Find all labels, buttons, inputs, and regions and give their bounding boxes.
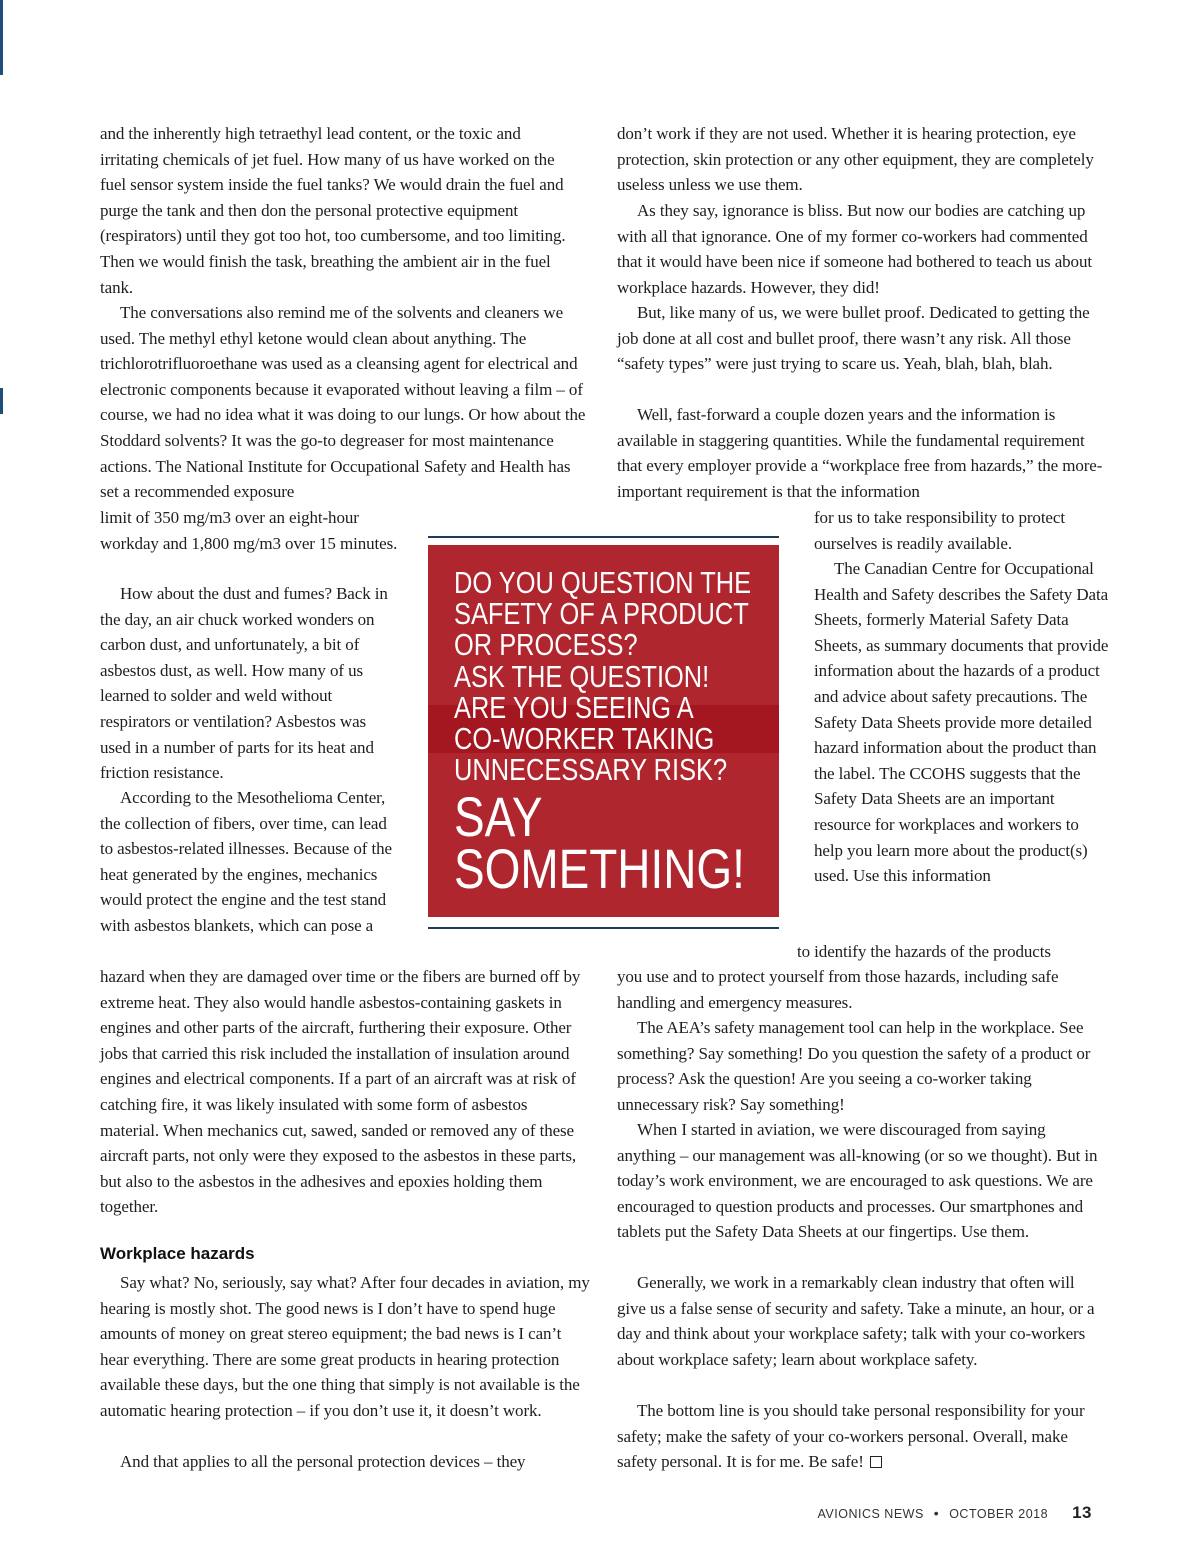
issue-date: OCTOBER 2018 [949,1507,1049,1521]
body-paragraph: When I started in aviation, we were discouraged from saying anything – our management was all-knowing (or so we thought). But in today’s work environment, we are encouraged to ask questions. We are encouraged to question products and processes. Our smartphones and tablets put the Safety Data Sheets at our fingertips. Use them. [617,1120,1098,1242]
callout-bottom-rule [428,927,779,929]
page-footer [818,1503,1092,1523]
callout-line: OR PROCESS? [454,627,638,663]
callout-line: ASK THE QUESTION! [454,658,710,694]
body-paragraph: to identify the hazards of the products [797,942,1051,961]
body-paragraph: How about the dust and fumes? Back in the day, an air chuck worked wonders on carbon dust, and unfortunately, a bit of asbestos dust, as well. How many of us learned to solder and weld without respirators or ventilation? Asbestos was used in a number of parts for its heat and friction resistance. [100,584,388,783]
end-square-icon [870,1456,882,1468]
body-paragraph: Well, fast-forward a couple dozen years and the information is available in staggering quantities. While the fundamental requirement that every employer provide a “workplace free from hazards,” the more-important requirement is that the information [617,405,1103,501]
page-number: 13 [1072,1503,1092,1522]
body-paragraph: Generally, we work in a remarkably clean industry that often will give us a false sense of security and safety. Take a minute, an hour, or a day and think about your workplace safety; talk with your co-workers about workplace safety; learn about workplace safety. [617,1273,1095,1369]
callout-line: DO YOU QUESTION THE [454,565,752,600]
edge-bar-top [0,0,3,75]
edge-bar-mid [0,388,3,414]
body-paragraph: hazard when they are damaged over time or the fibers are burned off by extreme heat. They also would handle asbestos-containing gaskets in engines and other parts of the aircraft, furthering their exposure. Other jobs that carried this risk included the installation of insulation around engines and electrical components. If a part of an aircraft was at risk of catching fire, it was likely insulated with some form of asbestos material. When mechanics cut, sawed, sanded or removed any of these aircraft parts, not only were they exposed to the asbestos in these parts, but also to the asbestos in the adhesives and epoxies holding them together. [100,967,581,1217]
callout-line: ARE YOU SEEING A [454,689,694,725]
body-paragraph: don’t work if they are not used. Whether it is hearing protection, eye protection, skin protection or any other equipment, they are completely useless unless we use them. [617,124,1094,195]
body-paragraph: Say what? No, seriously, say what? After four decades in aviation, my hearing is mostly shot. The good news is I don’t have to spend huge amounts of money on great stereo equipment; the bad news is I can’t hear everything. There are some great products in hearing protection available these days, but the one thing that simply is not available is the automatic hearing protection – if you don’t use it, it doesn’t work. [100,1273,590,1420]
callout-top-rule [428,536,779,538]
closing-paragraph [617,1398,1107,1475]
callout-big-line: SOMETHING! [454,837,745,901]
callout-line: CO-WORKER TAKING [454,721,715,757]
body-paragraph: The Canadian Centre for Occupational Health and Safety describes the Safety Data Sheets, formerly Material Safety Data Sheets, as summary documents that provide information about the hazards of a product and advice about safety precautions. The Safety Data Sheets provide more detailed hazard information about the product than the label. The CCOHS suggests that the Safety Data Sheets are an important resource for workplaces and workers to help you learn more about the product(s) used. Use this information [814,559,1109,886]
callout-big-line: SAY [454,785,543,849]
body-paragraph: The conversations also remind me of the solvents and cleaners we used. The methyl ethyl ketone would clean about anything. The trichlorotrifluoroethane was used as a cleansing agent for electrical and electronic components because it evaporated without leaving a film – of course, we had no idea what it was doing to our lungs. Or how about the Stoddard solvents? It was the go-to degreaser for most maintenance actions. The National Institute for Occupational Safety and Health has set a recommended exposure [100,303,586,502]
body-paragraph: According to the Mesothelioma Center, the collection of fibers, over time, can lead to asbestos-related illnesses. Because of the heat generated by the engines, mechanics would protect the engine and the test stand with asbestos blankets, which can pose a [100,788,392,935]
body-paragraph: And that applies to all the personal protection devices – they [120,1452,526,1471]
body-paragraph: The AEA’s safety management tool can help in the workplace. See something? Say something! Do you question the safety of a product or process? Ask the question! Are you seeing a co-worker taking unnecessary risk? Say something! [617,1018,1091,1114]
callout-text [454,565,752,901]
body-paragraph: As they say, ignorance is bliss. But now our bodies are catching up with all that ignorance. One of my former co-workers had commented that it would have been nice if someone had bothered to teach us about workplace hazards. However, they did! [617,201,1092,297]
body-paragraph: you use and to protect yourself from those hazards, including safe handling and emergency measures. [617,967,1059,1012]
body-paragraph: limit of 350 mg/m3 over an eight-hour workday and 1,800 mg/m3 over 15 minutes. [100,508,398,553]
body-paragraph: and the inherently high tetraethyl lead content, or the toxic and irritating chemicals of jet fuel. How many of us have worked on the fuel sensor system inside the fuel tanks? We would drain the fuel and purge the tank and then don the personal protective equipment (respirators) until they got too hot, too cumbersome, and too limiting. Then we would finish the task, breathing the ambient air in the fuel tank. [100,124,566,297]
body-paragraph: But, like many of us, we were bullet proof. Dedicated to getting the job done at all cost and bullet proof, there wasn’t any risk. All those “safety types” were just trying to scare us. Yeah, blah, blah, blah. [617,303,1090,374]
callout-line: SAFETY OF A PRODUCT [454,596,749,632]
pull-quote-callout [428,545,779,917]
body-paragraph: for us to take responsibility to protect ourselves is readily available. [814,508,1065,553]
callout-line: UNNECESSARY RISK? [454,752,728,788]
section-heading: Workplace hazards [100,1244,255,1263]
footer-separator: • [933,1505,940,1521]
magazine-name: AVIONICS NEWS [817,1507,924,1521]
closing-text: The bottom line is you should take personal responsibility for your safety; make the safety of your co-workers personal. Overall, make safety personal. It is for me. Be safe! [617,1401,1085,1472]
